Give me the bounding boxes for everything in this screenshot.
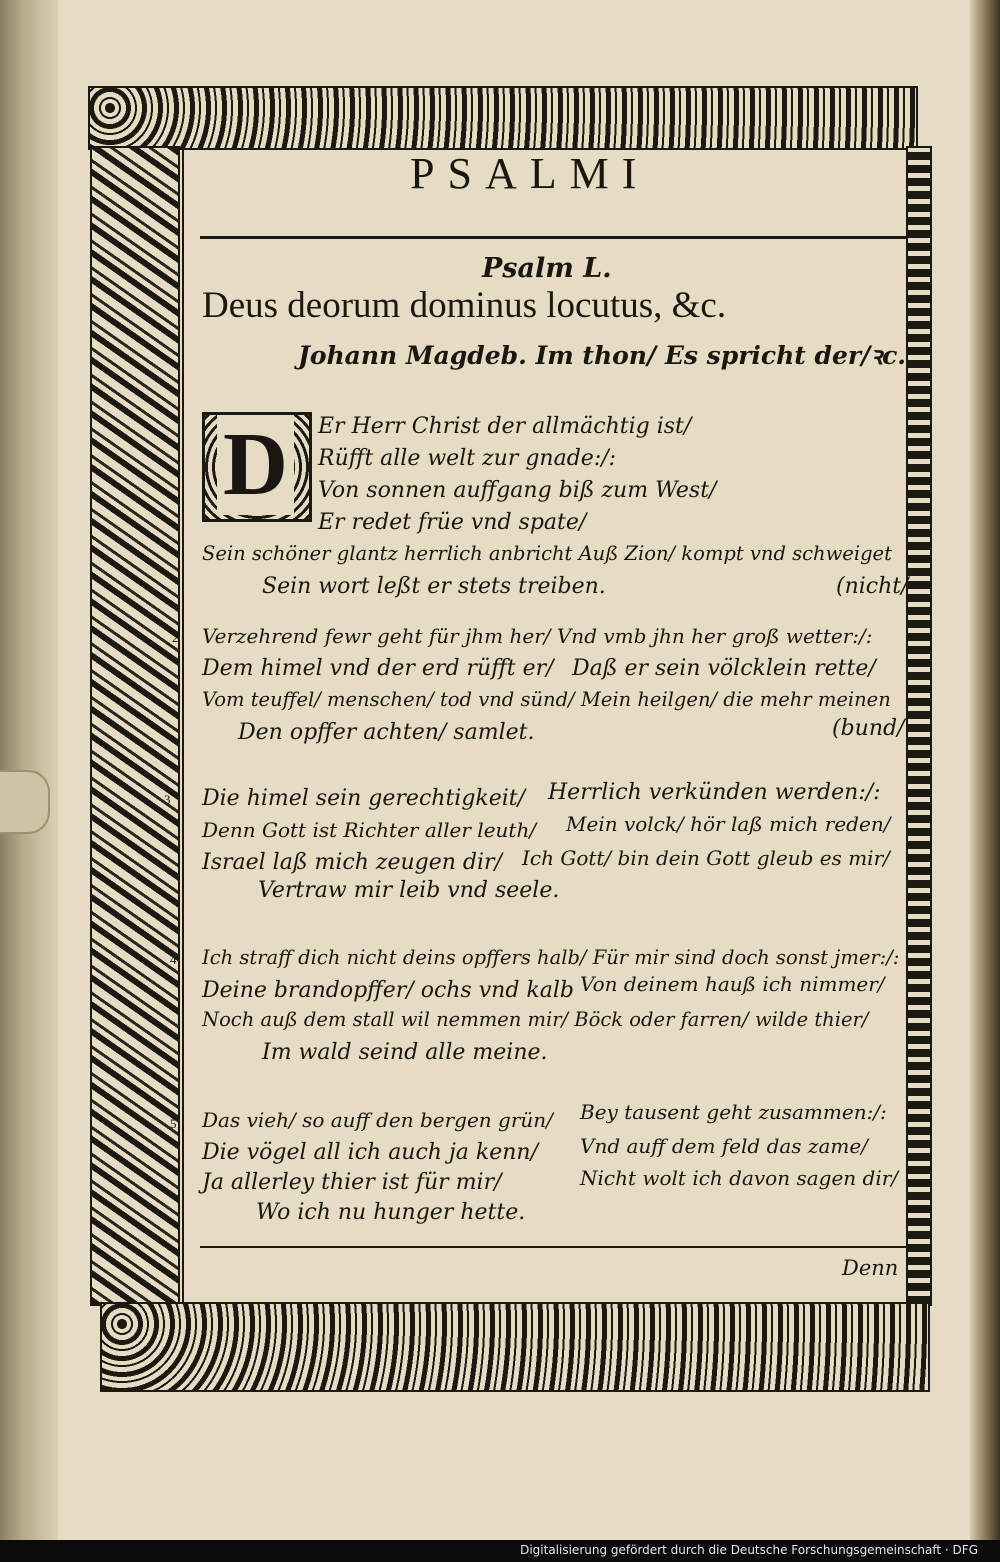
digitization-footer	[0, 1540, 1000, 1562]
stanza-1-line-6: Sein wort leßt er stets treiben.	[262, 574, 606, 599]
stanza-3-line-4: Mein volck/ hör laß mich reden/	[566, 812, 891, 836]
woodcut-border-right	[906, 146, 932, 1306]
stanza-4-line-1: Ich straff dich nicht deins opffers halb/ Für mir sind doch sonst jmer:/:	[202, 946, 900, 969]
stanza-1-line-2: Rüfft alle welt zur gnade:/:	[318, 446, 617, 471]
stanza-4-line-5: Im wald seind alle meine.	[262, 1040, 548, 1065]
stanza-3-line-5: Israel laß mich zeugen dir/	[202, 850, 502, 875]
head-rule	[200, 236, 906, 239]
stanza-5-line-6: Nicht wolt ich davon sagen dir/	[580, 1166, 899, 1190]
stanza-2-line-3: Daß er sein völcklein rette/	[572, 656, 876, 681]
stanza-5-number: 5	[170, 1116, 177, 1131]
stanza-4-line-3: Von deinem hauß ich nimmer/	[580, 972, 885, 996]
stanza-5-line-2: Bey tausent geht zusammen:/:	[580, 1100, 887, 1124]
stanza-5-line-3: Die vögel all ich auch ja kenn/	[202, 1140, 538, 1165]
stanza-3-line-7: Vertraw mir leib vnd seele.	[258, 878, 560, 903]
stanza-3-line-1: Die himel sein gerechtigkeit/	[202, 786, 526, 811]
stanza-2-number: 2	[172, 630, 179, 645]
book-spine	[970, 0, 1000, 1562]
stanza-2-runover: (bund/	[832, 716, 905, 741]
stanza-5-line-5: Ja allerley thier ist für mir/	[202, 1170, 502, 1195]
stanza-2-line-5: Den opffer achten/ samlet.	[238, 720, 535, 745]
stanza-1-line-4: Er redet früe vnd spate/	[318, 510, 587, 535]
stanza-4-line-2: Deine brandopffer/ ochs vnd kalb	[202, 978, 574, 1003]
stanza-2-line-2: Dem himel vnd der erd rüfft er/	[202, 656, 554, 681]
tune-note: Johann Magdeb. Im thon/ Es spricht der/ꝛc.	[298, 341, 906, 370]
latin-incipit: Deus deorum dominus locutus, &c.	[202, 285, 727, 326]
woodcut-border-top	[88, 86, 918, 150]
ornamental-drop-initial	[202, 412, 312, 522]
page-marker-tab	[0, 770, 50, 834]
stanza-4-number: 4	[170, 952, 177, 967]
stanza-2-line-4: Vom teuffel/ menschen/ tod vnd sünd/ Mein heilgen/ die mehr meinen	[202, 688, 891, 711]
stanza-1-line-3: Von sonnen auffgang biß zum West/	[318, 478, 717, 503]
psalm-number: Psalm L.	[482, 253, 612, 284]
foot-rule	[200, 1246, 906, 1248]
drop-initial-letter: D	[217, 415, 294, 515]
stanza-3-line-3: Denn Gott ist Richter aller leuth/	[202, 818, 537, 842]
running-head: PSALMI	[410, 149, 650, 198]
catchword: Denn	[842, 1256, 899, 1280]
column-rule	[182, 146, 184, 1302]
stanza-3-number: 3	[164, 792, 171, 807]
stanza-5-line-7: Wo ich nu hunger hette.	[256, 1200, 526, 1225]
woodcut-border-left	[90, 146, 180, 1306]
stanza-5-line-1: Das vieh/ so auff den bergen grün/	[202, 1108, 553, 1132]
stanza-3-line-2: Herrlich verkünden werden:/:	[548, 780, 881, 805]
stanza-4-line-4: Noch auß dem stall wil nemmen mir/ Böck oder farren/ wilde thier/	[202, 1008, 869, 1031]
woodcut-border-bottom	[100, 1302, 930, 1392]
footer-credit: Digitalisierung gefördert durch die Deutsche Forschungsgemeinschaft · DFG	[520, 1543, 978, 1557]
stanza-3-line-6: Ich Gott/ bin dein Gott gleub es mir/	[522, 846, 890, 870]
stanza-1-runover: (nicht/	[836, 574, 909, 599]
stanza-2-line-1: Verzehrend fewr geht für jhm her/ Vnd vmb jhn her groß wetter:/:	[202, 624, 873, 648]
stanza-1-line-1: Er Herr Christ der allmächtig ist/	[318, 414, 692, 439]
stanza-5-line-4: Vnd auff dem feld das zame/	[580, 1134, 868, 1158]
stanza-1-line-5: Sein schöner glantz herrlich anbricht Auß Zion/ kompt vnd schweiget	[202, 542, 892, 565]
